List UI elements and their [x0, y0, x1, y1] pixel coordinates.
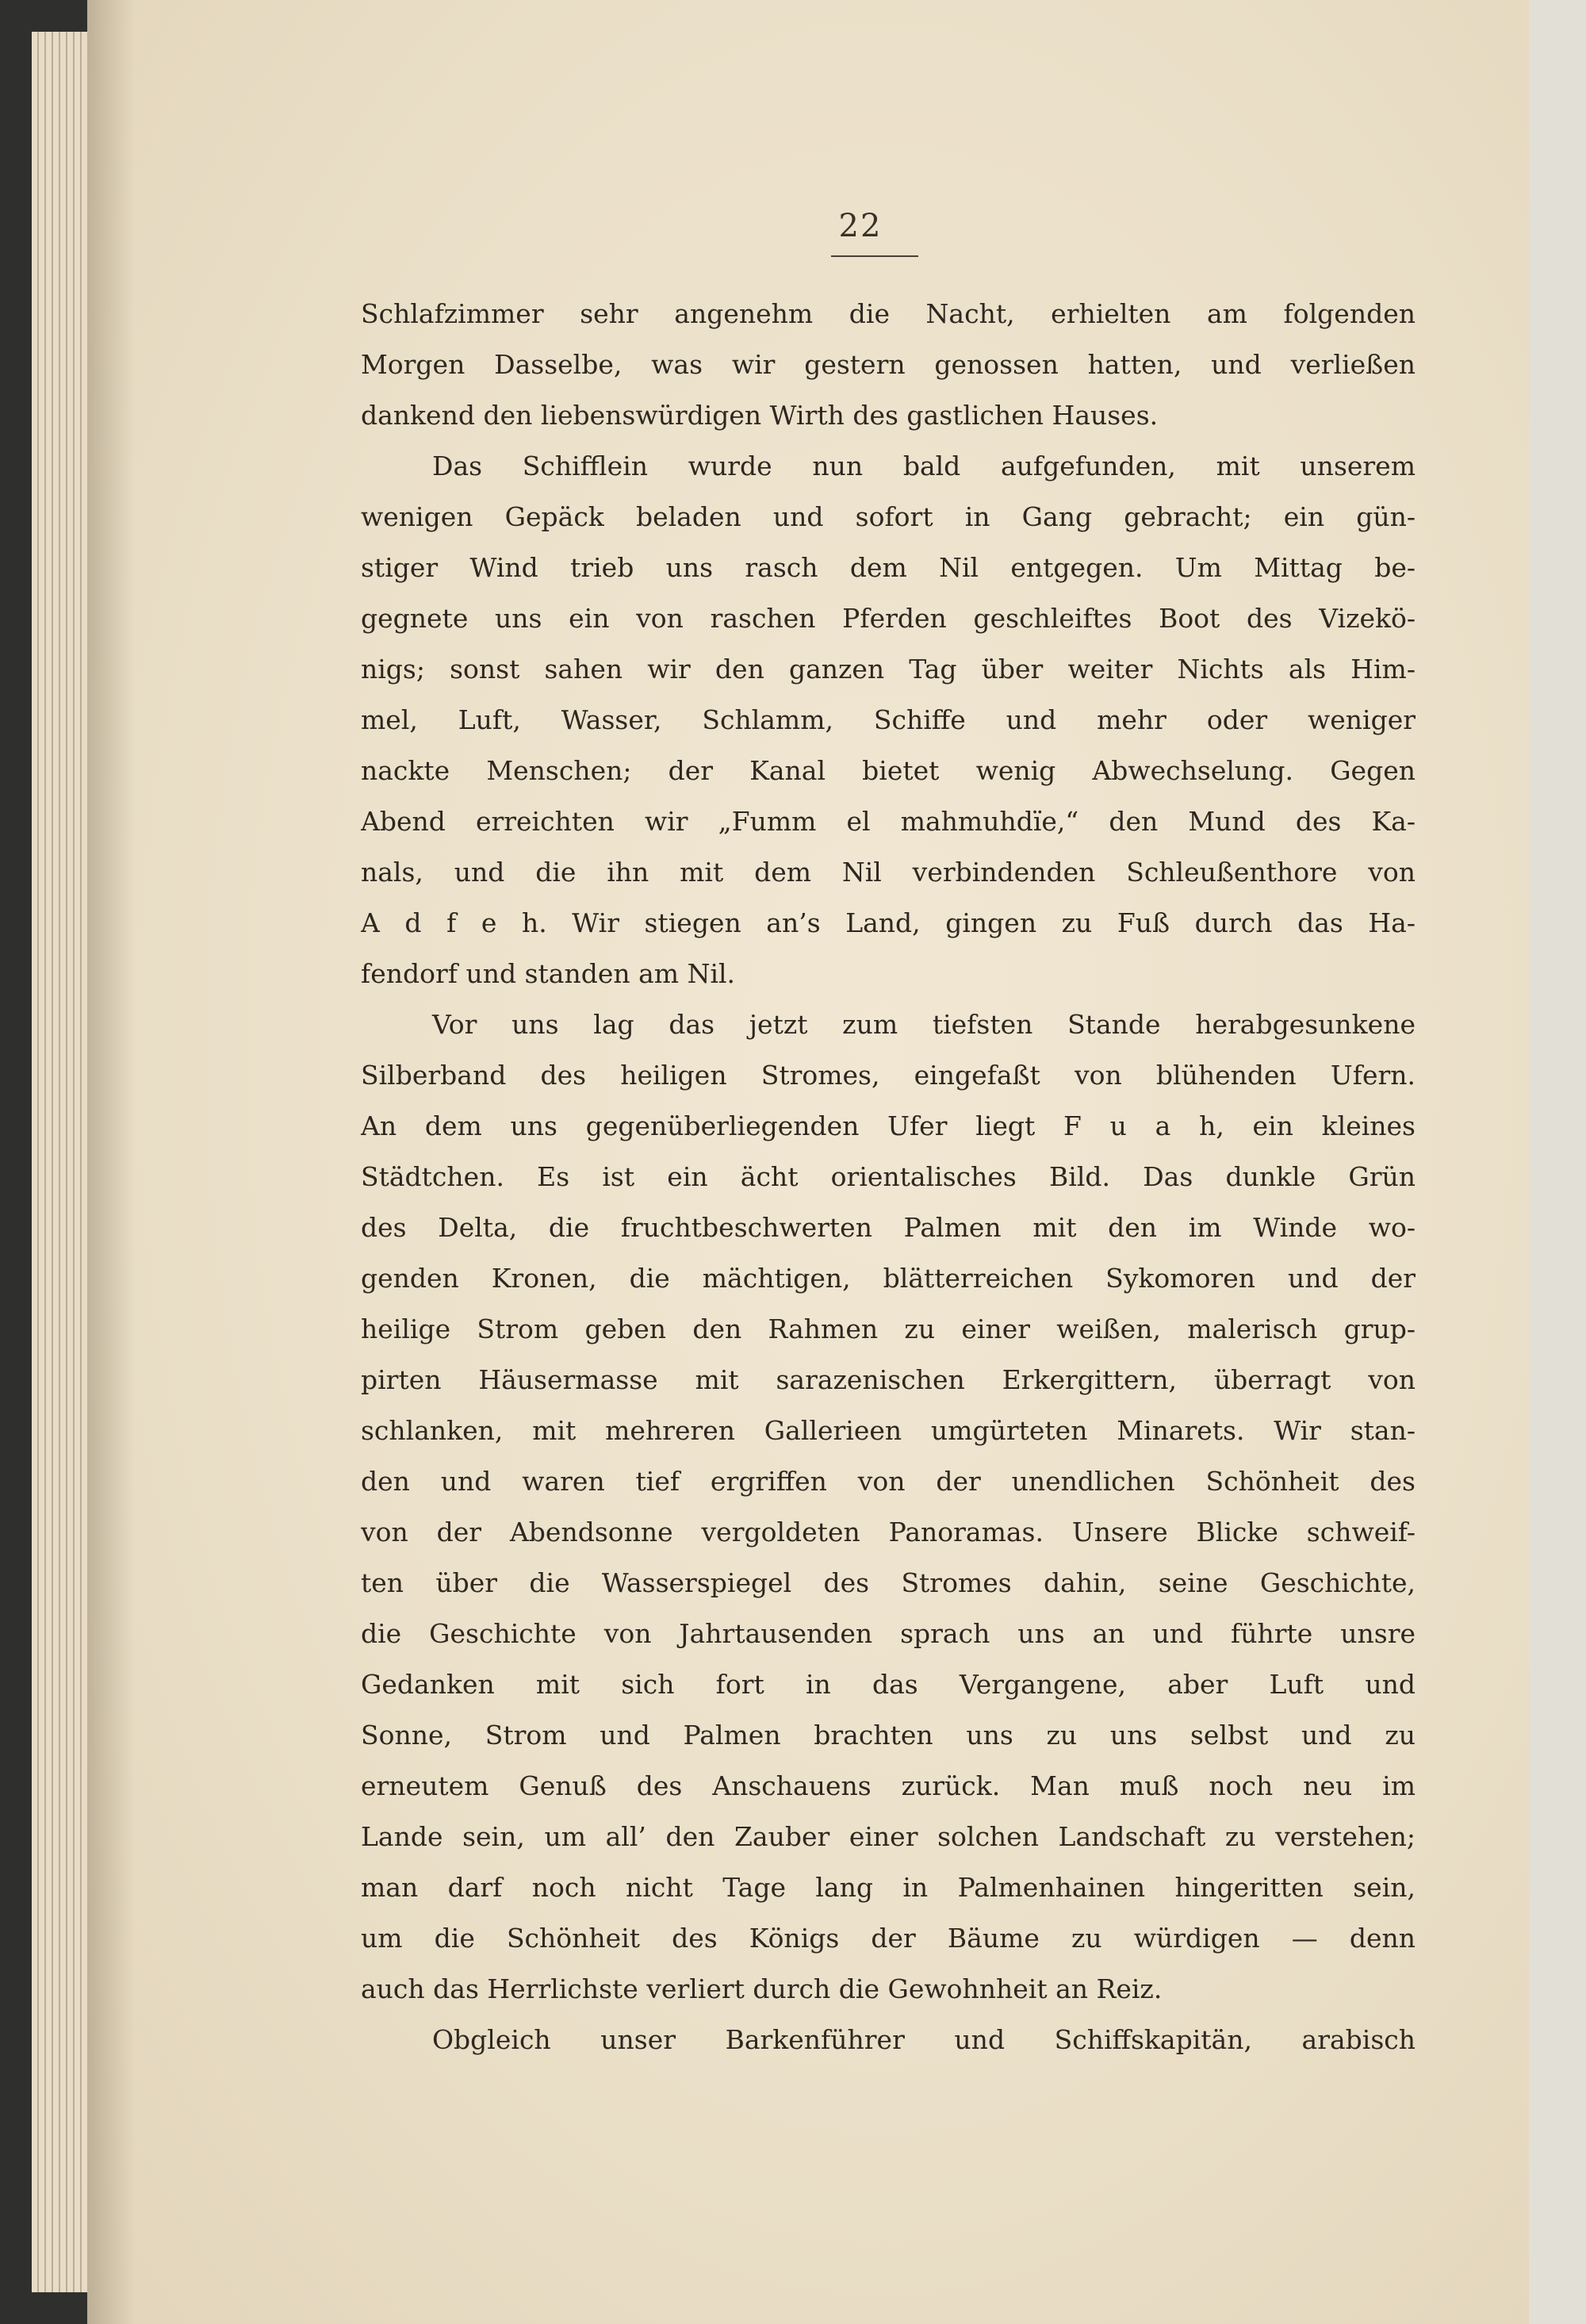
text-line: den und waren tief ergriffen von der unendlichen Schönheit des	[361, 1466, 1416, 1497]
text-line: genden Kronen, die mächtigen, blätterreichen Sykomoren und der	[361, 1263, 1416, 1294]
text-line: Lande sein, um all’ den Zauber einer solchen Landschaft zu verstehen;	[361, 1821, 1416, 1852]
text-line: gegnete uns ein von raschen Pferden geschleiftes Boot des Vizekö-	[361, 603, 1416, 634]
scan-background-strip	[1529, 0, 1586, 2324]
text-line: Morgen Dasselbe, was wir gestern genossen hatten, und verließen	[361, 349, 1416, 380]
text-line: wenigen Gepäck beladen und sofort in Gang gebracht; ein gün-	[361, 501, 1416, 532]
text-line: Abend erreichten wir „Fumm el mahmuhdïe,“ den Mund des Ka-	[361, 806, 1416, 837]
text-line: nals, und die ihn mit dem Nil verbindenden Schleußenthore von	[361, 857, 1416, 888]
text-line: heilige Strom geben den Rahmen zu einer weißen, malerisch grup-	[361, 1313, 1416, 1344]
text-line: stiger Wind trieb uns rasch dem Nil entgegen. Um Mittag be-	[361, 552, 1416, 583]
text-line: Vor uns lag das jetzt zum tiefsten Stande herabgesunkene	[432, 1009, 1416, 1040]
text-line: erneutem Genuß des Anschauens zurück. Man muß noch neu im	[361, 1770, 1416, 1801]
text-line: Obgleich unser Barkenführer und Schiffskapitän, arabisch	[432, 2024, 1416, 2055]
text-line: schlanken, mit mehreren Gallerieen umgürteten Minarets. Wir stan-	[361, 1415, 1416, 1446]
text-line: ten über die Wasserspiegel des Stromes dahin, seine Geschichte,	[361, 1567, 1416, 1598]
text-line: fendorf und standen am Nil.	[361, 958, 736, 989]
text-line: Das Schifflein wurde nun bald aufgefunden, mit unserem	[432, 451, 1416, 481]
text-line: Sonne, Strom und Palmen brachten uns zu uns selbst und zu	[361, 1720, 1416, 1751]
gutter-shadow	[87, 0, 135, 2324]
text-line: Schlafzimmer sehr angenehm die Nacht, erhielten am folgenden	[361, 298, 1416, 329]
text-line: des Delta, die fruchtbeschwerten Palmen mit den im Winde wo-	[361, 1212, 1416, 1243]
text-line: man darf noch nicht Tage lang in Palmenhainen hingeritten sein,	[361, 1872, 1416, 1903]
text-line: um die Schönheit des Königs der Bäume zu würdigen — denn	[361, 1923, 1416, 1954]
text-line: mel, Luft, Wasser, Schlamm, Schiffe und mehr oder weniger	[361, 704, 1416, 735]
text-line: auch das Herrlichste verliert durch die Gewohnheit an Reiz.	[361, 1973, 1163, 2004]
text-line: Städtchen. Es ist ein ächt orientalisches Bild. Das dunkle Grün	[361, 1161, 1416, 1192]
text-line: An dem uns gegenüberliegenden Ufer liegt F u a h, ein kleines	[361, 1110, 1416, 1141]
text-line: Silberband des heiligen Stromes, eingefaßt von blühenden Ufern.	[361, 1060, 1416, 1091]
text-line: Gedanken mit sich fort in das Vergangene, aber Luft und	[361, 1669, 1416, 1700]
text-line: von der Abendsonne vergoldeten Panoramas. Unsere Blicke schweif-	[361, 1517, 1416, 1547]
text-line: die Geschichte von Jahrtausenden sprach uns an und führte unsre	[361, 1618, 1416, 1649]
text-line: nackte Menschen; der Kanal bietet wenig Abwechselung. Gegen	[361, 755, 1416, 786]
page-number-rule	[831, 255, 918, 257]
page-number: 22	[838, 208, 883, 244]
text-line: dankend den liebenswürdigen Wirth des gastlichen Hauses.	[361, 400, 1159, 431]
text-line: A d f e h. Wir stiegen an’s Land, gingen zu Fuß durch das Ha-	[361, 907, 1416, 938]
text-line: pirten Häusermasse mit sarazenischen Erkergittern, überragt von	[361, 1364, 1416, 1395]
text-line: nigs; sonst sahen wir den ganzen Tag über weiter Nichts als Him-	[361, 654, 1416, 685]
body-text	[361, 289, 1416, 2065]
